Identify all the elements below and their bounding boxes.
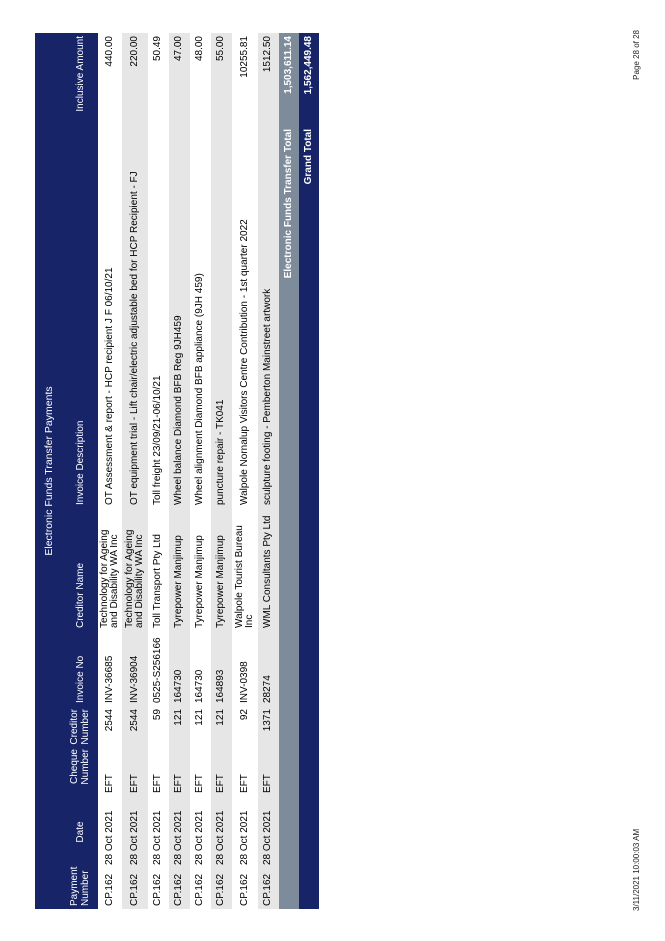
cell-description: puncture repair - TK041 <box>215 399 227 505</box>
grand-total-label: Grand Total <box>302 129 314 185</box>
cell-description: Walpole Nornalup Visitors Centre Contribution - 1st quarter 2022 <box>238 219 250 505</box>
cell-cheque: EFT <box>194 774 206 793</box>
cell-date: 28 Oct 2021 <box>238 810 250 865</box>
cell-invoice: 28274 <box>262 675 274 703</box>
table-title: Electronic Funds Transfer Payments <box>35 33 62 909</box>
cell-invoice: 164730 <box>194 669 206 703</box>
cell-date: 28 Oct 2021 <box>215 810 227 865</box>
cell-creditor-name: Technology for Ageing and Disability WA Inc <box>123 529 145 628</box>
header-cheque-number: Cheque Number <box>69 749 91 785</box>
eft-total-label: Electronic Funds Transfer Total <box>282 129 294 279</box>
cell-invoice: 0525-S256166 <box>152 637 164 703</box>
cell-description: sculpture footing - Pemberton Mainstreet artwork <box>262 288 274 505</box>
cell-amount: 220.00 <box>128 36 140 67</box>
header-creditor-name: Creditor Name <box>74 562 86 628</box>
cell-creditor-number: 2544 <box>128 709 140 732</box>
cell-creditor-number: 59 <box>152 709 164 721</box>
cell-date: 28 Oct 2021 <box>173 810 185 865</box>
cell-amount: 50.49 <box>152 36 164 62</box>
table-row <box>169 33 190 909</box>
grand-total-row <box>299 33 319 909</box>
payments-table <box>35 33 325 909</box>
cell-date: 28 Oct 2021 <box>152 810 164 865</box>
cell-date: 28 Oct 2021 <box>128 810 140 865</box>
table-header-row <box>62 33 98 909</box>
cell-amount: 47.00 <box>173 36 185 62</box>
cell-creditor-number: 121 <box>215 709 227 726</box>
header-invoice-no: Invoice No <box>74 655 86 703</box>
cell-description: OT equipment trial - Lift chair/electric adjustable bed for HCP Recipient - FJ <box>128 171 140 505</box>
table-row <box>190 33 211 909</box>
cell-invoice: 164893 <box>215 669 227 703</box>
cell-creditor-name: WML Consultants Pty Ltd <box>262 515 274 628</box>
cell-date: 28 Oct 2021 <box>262 810 274 865</box>
cell-cheque: EFT <box>215 774 227 793</box>
cell-payment: CP.162 <box>173 873 185 906</box>
cell-amount: 55.00 <box>215 36 227 62</box>
grand-total-value: 1,562,449.48 <box>302 36 314 95</box>
cell-creditor-number: 121 <box>173 709 185 726</box>
header-payment-number: Payment Number <box>69 866 91 906</box>
cell-amount: 1512.50 <box>262 36 274 73</box>
cell-date: 28 Oct 2021 <box>194 810 206 865</box>
cell-creditor-name: Toll Transport Pty Ltd <box>152 534 164 628</box>
cell-payment: CP.162 <box>215 873 227 906</box>
cell-cheque: EFT <box>238 774 250 793</box>
cell-description: Toll freight 23/09/21-06/10/21 <box>152 375 164 505</box>
footer-page-number: Page 28 of 28 <box>632 30 641 80</box>
table-row <box>232 33 258 909</box>
cell-payment: CP.162 <box>128 873 140 906</box>
eft-total-value: 1,503,611.14 <box>282 36 294 94</box>
cell-creditor-number: 121 <box>194 709 206 726</box>
eft-total-row <box>279 33 299 909</box>
cell-description: OT Assessment & report - HCP recipient J F 06/10/21 <box>103 267 115 505</box>
cell-payment: CP.162 <box>262 873 274 906</box>
cell-description: Wheel alignment Diamond BFB appliance (9JH 459) <box>194 273 206 505</box>
table-row <box>258 33 279 909</box>
cell-payment: CP.162 <box>194 873 206 906</box>
cell-payment: CP.162 <box>238 873 250 906</box>
cell-payment: CP.162 <box>152 873 164 906</box>
cell-payment: CP.162 <box>103 873 115 906</box>
table-row <box>211 33 232 909</box>
cell-invoice: INV-36685 <box>103 655 115 703</box>
cell-description: Wheel balance Diamond BFB Reg 9JH459 <box>173 315 185 505</box>
cell-creditor-number: 2544 <box>103 709 115 732</box>
cell-cheque: EFT <box>103 774 115 793</box>
cell-cheque: EFT <box>152 774 164 793</box>
cell-amount: 48.00 <box>194 36 206 62</box>
cell-creditor-name: Tyrepower Manjimup <box>215 535 227 628</box>
header-creditor-number: Creditor Number <box>69 709 91 745</box>
header-date: Date <box>74 821 86 843</box>
cell-creditor-name: Tyrepower Manjimup <box>194 535 206 628</box>
cell-invoice: INV-0398 <box>238 661 250 703</box>
cell-creditor-number: 92 <box>238 709 250 721</box>
cell-cheque: EFT <box>173 774 185 793</box>
table-row <box>98 33 122 909</box>
header-invoice-description: Invoice Description <box>74 420 86 505</box>
cell-creditor-number: 1371 <box>262 709 274 732</box>
cell-amount: 10255.81 <box>238 36 250 78</box>
cell-date: 28 Oct 2021 <box>103 810 115 865</box>
cell-creditor-name: Technology for Ageing and Disability WA Inc <box>98 529 120 628</box>
cell-creditor-name: Walpole Tourist Bureau Inc <box>233 525 255 628</box>
cell-cheque: EFT <box>262 774 274 793</box>
header-inclusive-amount: Inclusive Amount <box>74 36 86 112</box>
table-row <box>122 33 148 909</box>
cell-invoice: 164730 <box>173 669 185 703</box>
footer-timestamp: 3/11/2021 10:00:03 AM <box>632 828 641 911</box>
cell-amount: 440.00 <box>103 36 115 67</box>
table-row <box>148 33 169 909</box>
cell-invoice: INV-36904 <box>128 655 140 703</box>
cell-creditor-name: Tyrepower Manjimup <box>173 535 185 628</box>
cell-cheque: EFT <box>128 774 140 793</box>
